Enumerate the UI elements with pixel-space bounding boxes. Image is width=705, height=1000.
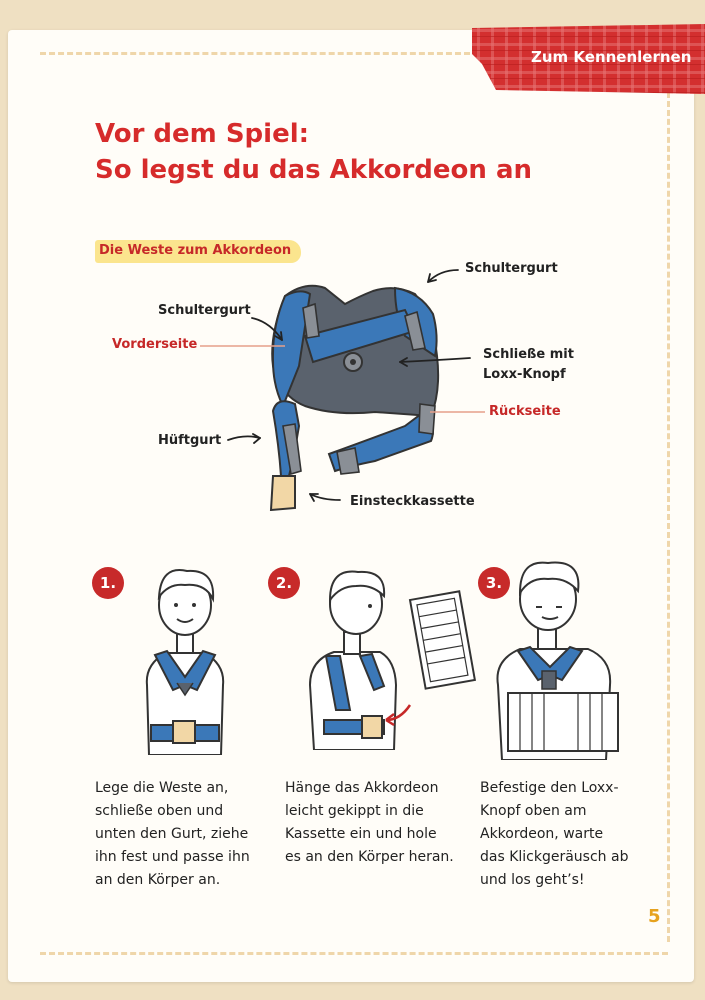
label-front-side: Vorderseite (112, 337, 198, 352)
step-3-number: 3. (478, 567, 510, 599)
step-2-text: Hänge das Akkordeon leicht gekippt in die Kassette ein und hole es an den Körper heran. (285, 780, 454, 865)
label-insert-cassette: Einsteckkassette (350, 494, 475, 509)
label-clasp-line-1: Schließe mit (483, 347, 574, 362)
step-1-illustration (125, 555, 245, 755)
label-back-side: Rückseite (489, 404, 561, 419)
label-hip-belt: Hüftgurt (158, 433, 222, 448)
label-clasp-line-2: Loxx-Knopf (483, 367, 566, 382)
step-1-text: Lege die Weste an, schließe oben und unten den Gurt, ziehe ihn fest und passe ihn an den Körper an. (95, 780, 250, 888)
step-2-illustration (300, 560, 480, 750)
title-line-2: So legst du das Akkordeon an (95, 155, 533, 185)
step-2-number: 2. (268, 567, 300, 599)
page-number: 5 (648, 906, 661, 927)
step-1-number: 1. (92, 567, 124, 599)
ribbon-label: Zum Kennenlernen (531, 48, 692, 66)
step-3-illustration (478, 555, 643, 760)
step-3-text: Befestige den Loxx- Knopf oben am Akkordeon, warte das Klickgeräusch ab und los geht’s! (480, 780, 629, 888)
label-shoulder-strap-right: Schultergurt (465, 261, 558, 276)
title-line-1: Vor dem Spiel: (95, 119, 310, 149)
label-shoulder-strap-left: Schultergurt (158, 303, 251, 318)
section-heading: Die Weste zum Akkordeon (95, 240, 301, 263)
